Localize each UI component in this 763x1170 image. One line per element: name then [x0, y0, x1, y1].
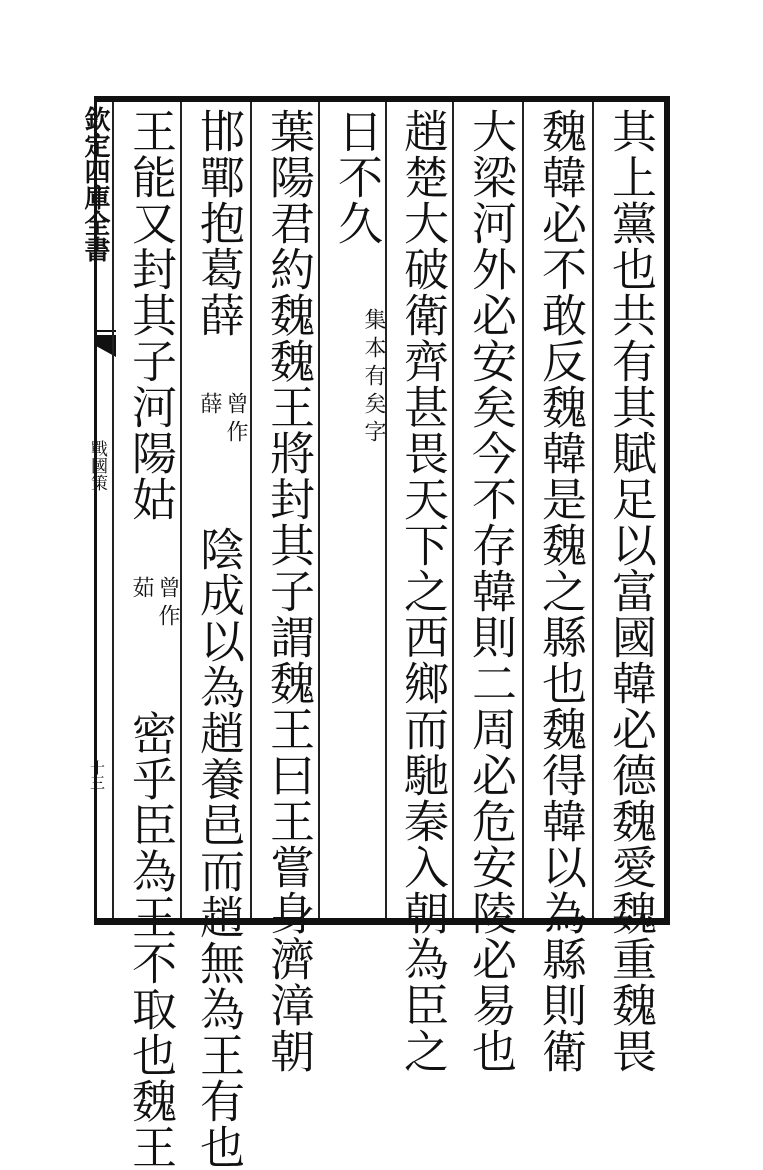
column-text: 大梁河外必安矣今不存韓則二周必危安陵必易也: [464, 108, 517, 1074]
text-column-7: [188, 108, 248, 1170]
column-text-before-note: 王能又封其子河陽姑: [124, 108, 177, 522]
text-column-3: [460, 108, 520, 1074]
column-text: 魏韓必不敢反魏韓是魏之縣也魏得韓以為縣則衛: [534, 108, 587, 1074]
column-text-before-note: 邯鄲抱葛薛: [192, 108, 245, 338]
column-text: 日不久: [330, 108, 383, 246]
book-title: 戰國策: [87, 440, 107, 491]
column-text: 其上黨也共有其賦足以富國韓必德魏愛魏重魏畏: [604, 108, 657, 1074]
column-divider: [112, 102, 114, 918]
column-divider: [452, 102, 454, 918]
text-column-5: [326, 108, 386, 914]
page-number: 十三: [88, 760, 106, 790]
text-column-1: [600, 108, 660, 1074]
interlinear-note: 曾作薛: [197, 392, 248, 448]
column-text: 陰成以為趙養邑而趙無為王有也: [192, 526, 245, 1170]
column-divider: [318, 102, 320, 918]
column-divider: [592, 102, 594, 918]
interlinear-note: 集本有矣字: [361, 308, 386, 448]
column-divider: [250, 102, 252, 918]
column-divider: [180, 102, 182, 918]
interlinear-note: 曾作茹: [129, 576, 180, 632]
text-column-6: [258, 108, 318, 1074]
column-text: 葉陽君約魏魏王將封其子謂魏王曰王嘗身濟漳朝: [262, 108, 315, 1074]
book-series-title: 欽定四庫全書: [80, 106, 110, 262]
frame-right-border: [664, 96, 670, 925]
column-divider: [522, 102, 524, 918]
text-column-4: [392, 108, 452, 1074]
column-text: 密乎臣為王不取也魏王: [124, 710, 177, 1170]
text-column-8: [120, 108, 180, 1170]
text-column-2: [530, 108, 590, 1074]
column-text: 趙楚大破衛齊甚畏天下之西鄉而馳秦入朝為臣之: [396, 108, 449, 1074]
